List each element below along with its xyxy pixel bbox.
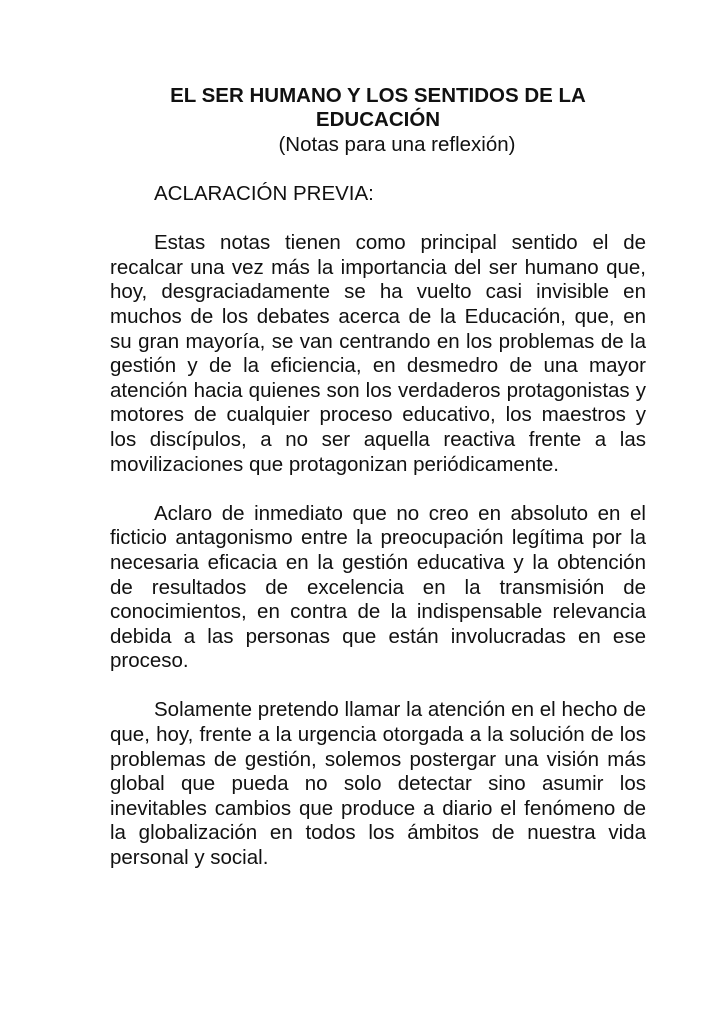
document-title-line-2: EDUCACIÓN — [315, 108, 441, 131]
section-heading: ACLARACIÓN PREVIA: — [154, 182, 374, 205]
document-title-line-1: EL SER HUMANO Y LOS SENTIDOS DE LA — [170, 84, 586, 107]
document-page — [110, 84, 646, 871]
paragraph-1: Estas notas tienen como principal sentido el de recalcar una vez más la importancia del ser humano que, hoy, desgraciadamente se ha vuelto casi invisible en muchos de los debates acerca de la Educación, que, en su gran mayoría, se van centrando en los problemas de la gestión y de la eficiencia, en desmedro de una mayor atención hacia quienes son los verdaderos protagonistas y motores de cualquier proceso educativo, los maestros y los discípulos, a no ser aquella reactiva frente a las movilizaciones que protagonizan periódicamente. — [110, 231, 646, 476]
document-subtitle: (Notas para una reflexión) — [278, 133, 516, 156]
paragraph-2: Aclaro de inmediato que no creo en absoluto en el ficticio antagonismo entre la preocupación legítima por la necesaria eficacia en la gestión educativa y la obtención de resultados de excelencia en la transmisión de conocimientos, en contra de la indispensable relevancia debida a las personas que están involucradas en ese proceso. — [110, 501, 646, 673]
paragraph-3: Solamente pretendo llamar la atención en el hecho de que, hoy, frente a la urgencia otorgada a la solución de los problemas de gestión, solemos postergar una visión más global que pueda no solo detectar sino asumir los inevitables cambios que produce a diario el fenómeno de la globalización en todos los ámbitos de nuestra vida personal y social. — [110, 698, 646, 870]
